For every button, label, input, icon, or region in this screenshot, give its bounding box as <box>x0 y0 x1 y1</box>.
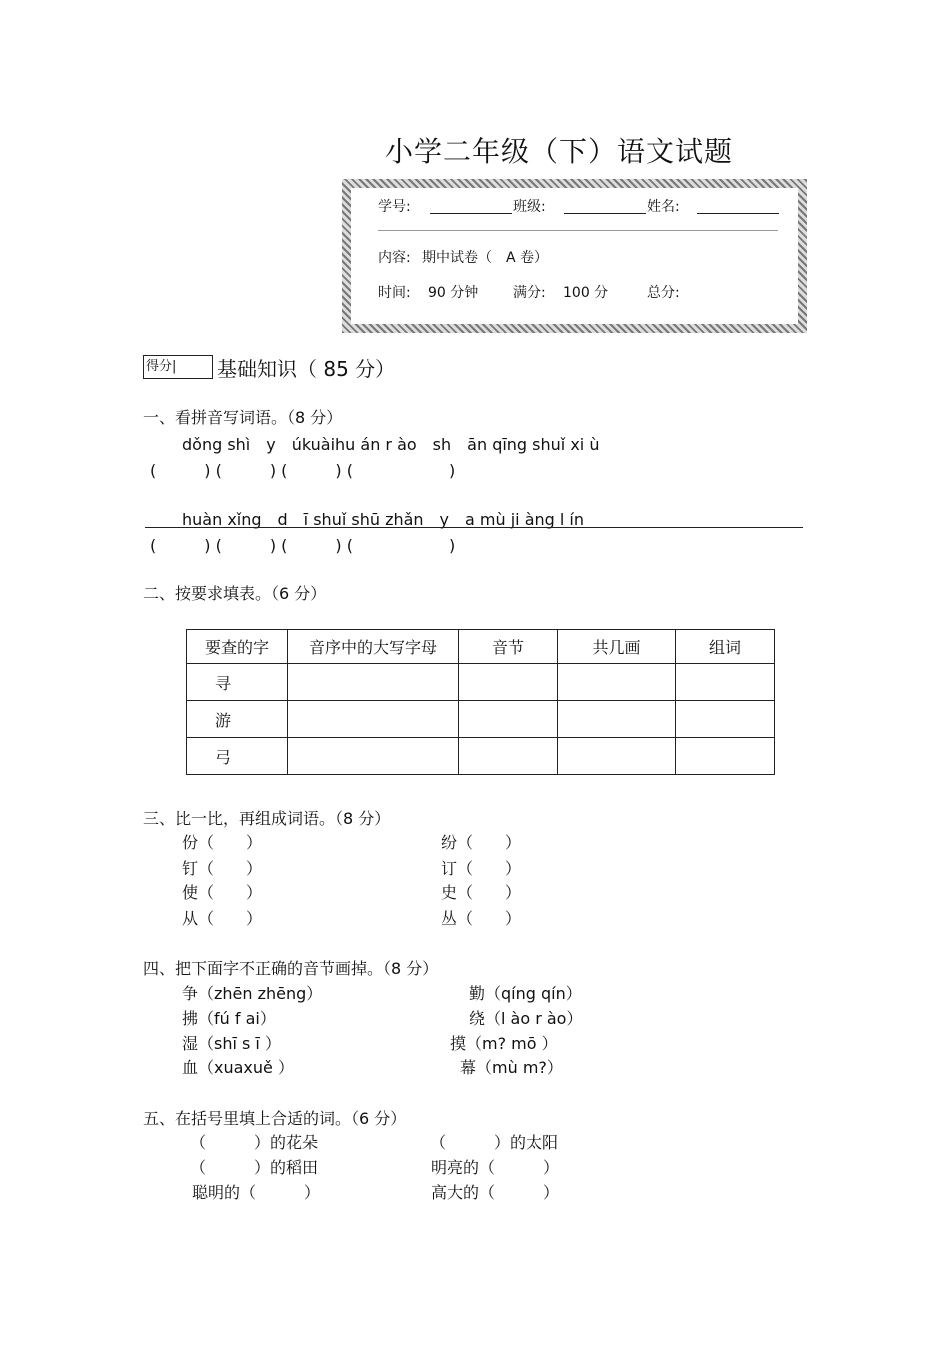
q3-item[interactable]: 使（ ） <box>182 883 263 902</box>
writing-line <box>145 527 803 528</box>
name-label: 姓名: <box>647 199 680 215</box>
answer-cell[interactable] <box>459 738 558 775</box>
q4-item[interactable]: 绕（l ào r ào） <box>469 1009 583 1028</box>
table-header: 共几画 <box>558 630 676 664</box>
q5-item[interactable]: （ ）的稻田 <box>190 1158 319 1177</box>
student-no-blank[interactable] <box>430 213 512 214</box>
q1-row2-answer-blanks[interactable]: ( ) ( ) ( ) ( ) <box>150 536 456 555</box>
q3-item[interactable]: 史（ ） <box>441 883 522 902</box>
answer-cell[interactable] <box>459 664 558 701</box>
table-row <box>187 738 775 775</box>
q3-item[interactable]: 纷（ ） <box>441 833 522 852</box>
info-box <box>342 179 807 333</box>
q3-item[interactable]: 钉（ ） <box>182 859 263 878</box>
score-box[interactable]: 得分| <box>143 355 213 379</box>
full-score-value: 100 分 <box>563 285 609 301</box>
answer-cell[interactable] <box>459 701 558 738</box>
q3-item[interactable]: 丛（ ） <box>441 909 522 928</box>
time-value: 90 分钟 <box>428 285 479 301</box>
q4-title: 四、把下面字不正确的音节画掉。（8 分） <box>143 959 439 978</box>
info-divider <box>378 230 778 231</box>
q3-item[interactable]: 从（ ） <box>182 909 263 928</box>
fill-table <box>186 629 775 775</box>
section-heading: 基础知识（ 85 分） <box>217 357 396 381</box>
q3-title: 三、比一比，再组成词语。（8 分） <box>143 809 391 828</box>
q5-item[interactable]: （ ）的花朵 <box>190 1133 319 1152</box>
table-header: 要查的字 <box>187 630 288 664</box>
q5-item[interactable]: 明亮的（ ） <box>431 1158 560 1177</box>
name-blank[interactable] <box>697 213 779 214</box>
q5-item[interactable]: 高大的（ ） <box>431 1183 560 1202</box>
content-label: 内容: <box>378 250 411 266</box>
q1-row1-answer-blanks[interactable]: ( ) ( ) ( ) ( ) <box>150 461 456 480</box>
class-blank[interactable] <box>564 213 646 214</box>
student-no-label: 学号: <box>378 199 411 215</box>
answer-cell[interactable] <box>676 701 775 738</box>
q1-row1-pinyin: dǒng shì y úkuàihu án r ào sh ān qīng shuǐ xi ù <box>182 435 600 454</box>
q1-title: 一、看拼音写词语。（8 分） <box>143 408 343 427</box>
q3-item[interactable]: 份（ ） <box>182 833 263 852</box>
q4-item[interactable]: 拂（fú f ai） <box>182 1009 276 1028</box>
q4-item[interactable]: 争（zhēn zhēng） <box>182 984 323 1003</box>
answer-cell[interactable] <box>288 664 459 701</box>
q2-title: 二、按要求填表。（6 分） <box>143 584 327 603</box>
table-char-cell: 弓 <box>187 738 288 775</box>
table-header: 音节 <box>459 630 558 664</box>
q4-item[interactable]: 摸（m? mō ） <box>450 1034 558 1053</box>
q5-item[interactable]: 聪明的（ ） <box>192 1183 321 1202</box>
q3-item[interactable]: 订（ ） <box>441 859 522 878</box>
table-row <box>187 664 775 701</box>
q4-item[interactable]: 湿（shī s ī ） <box>182 1034 281 1053</box>
answer-cell[interactable] <box>676 738 775 775</box>
q4-item[interactable]: 勤（qíng qín） <box>469 984 582 1003</box>
table-header: 组词 <box>676 630 775 664</box>
time-label: 时间: <box>378 285 411 301</box>
total-score-label: 总分: <box>647 285 680 301</box>
answer-cell[interactable] <box>676 664 775 701</box>
table-char-cell: 寻 <box>187 664 288 701</box>
answer-cell[interactable] <box>288 738 459 775</box>
q5-item[interactable]: （ ）的太阳 <box>430 1133 559 1152</box>
answer-cell[interactable] <box>558 701 676 738</box>
answer-cell[interactable] <box>558 664 676 701</box>
answer-cell[interactable] <box>558 738 676 775</box>
table-row <box>187 701 775 738</box>
full-score-label: 满分: <box>513 285 546 301</box>
q4-item[interactable]: 幕（mù m?） <box>460 1058 563 1077</box>
q5-title: 五、在括号里填上合适的词。（6 分） <box>143 1109 407 1128</box>
q1-row2-pinyin: huàn xǐng d ī shuǐ shū zhǎn y a mù ji àng l ín <box>182 510 585 529</box>
content-value: 期中试卷（ A 卷） <box>422 250 549 266</box>
page-title: 小学二年级（下）语文试题 <box>385 135 734 168</box>
table-header: 音序中的大写字母 <box>288 630 459 664</box>
q4-item[interactable]: 血（xuaxuě ） <box>182 1058 294 1077</box>
table-char-cell: 游 <box>187 701 288 738</box>
answer-cell[interactable] <box>288 701 459 738</box>
class-label: 班级: <box>513 199 546 215</box>
